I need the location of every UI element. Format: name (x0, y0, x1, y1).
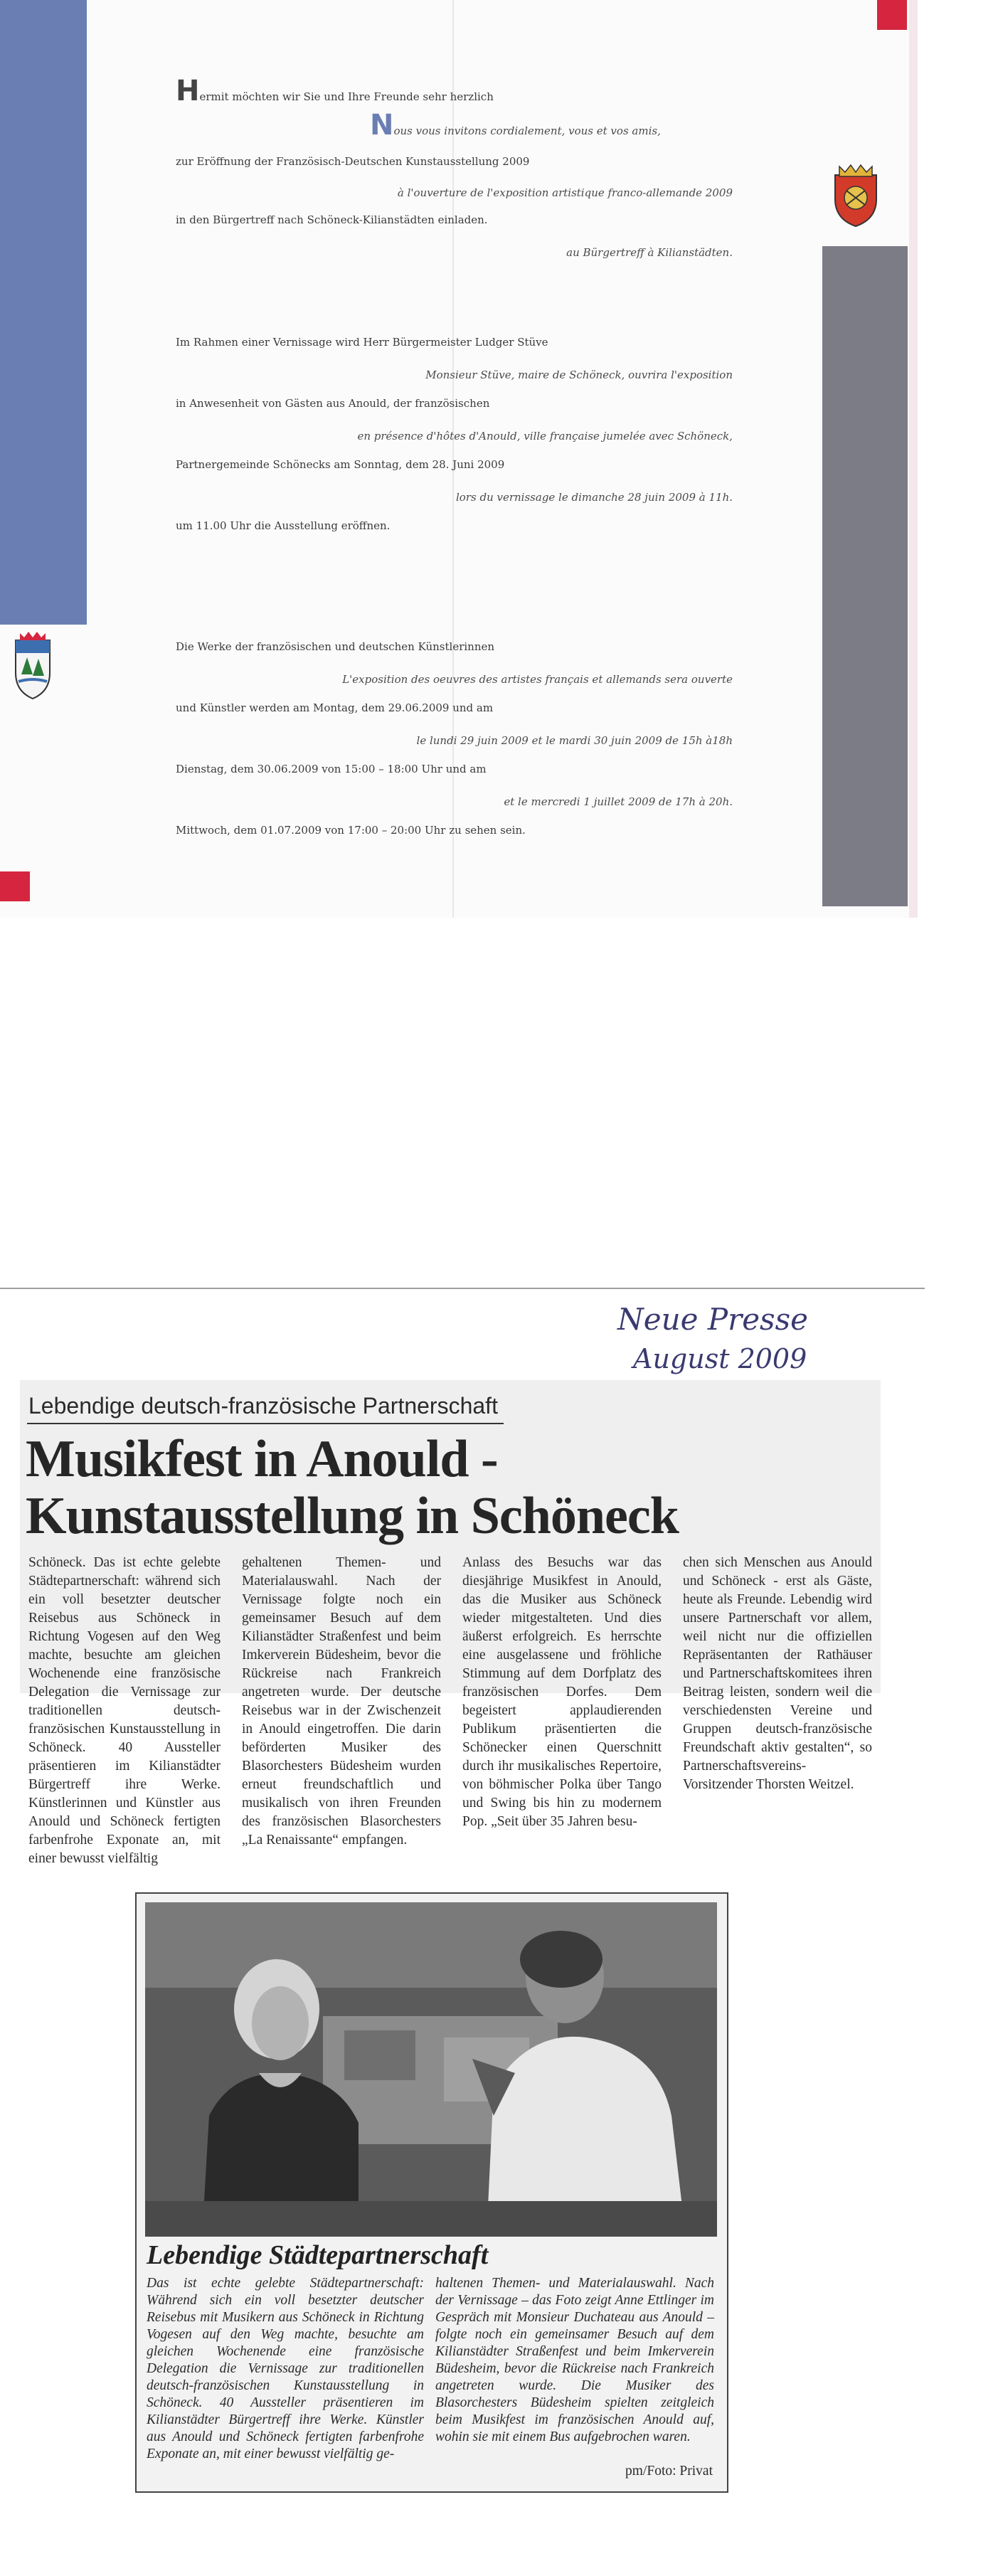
blue-band (0, 0, 87, 625)
text-de-2: zur Eröffnung der Französisch-Deutschen Kunstausstellung 2009 (176, 155, 530, 168)
photo-caption-title: Lebendige Städtepartnerschaft (147, 2240, 489, 2270)
text-de-4: Im Rahmen einer Vernissage wird Herr Bürgermeister Ludger Stüve (176, 336, 548, 349)
article-column-4: chen sich Menschen aus Anould und Schöneck - erst als Gäste, heute als Freunde. Lebendig wird unsere Partnerschaft vor allem, weil nicht nur die offiziellen Repräsentanten der Rathäuser und Partnerschaftskomitees ihren Beitrag leisten, sondern weil die verschiedensten Vereine und Gruppen deutsch-französische Freundschaft aktiv gestalten“, so Partnerschaftsvereins-Vorsitzender Thorsten Weitzel. (683, 1555, 872, 1792)
newspaper-clipping-page (0, 1288, 998, 2576)
invitation-card (0, 0, 918, 918)
text-de-6: Partnergemeinde Schönecks am Sonntag, dem 28. Juni 2009 (176, 458, 505, 471)
text-fr-5: en présence d'hôtes d'Anould, ville française jumelée avec Schöneck, (357, 430, 733, 442)
greeting-de (176, 77, 494, 105)
red-square-bottom (0, 871, 30, 901)
text-de-7: um 11.00 Uhr die Ausstellung eröffnen. (176, 519, 391, 532)
handwritten-source: Neue Presse (617, 1302, 809, 1337)
text-fr-9: le lundi 29 juin 2009 et le mardi 30 juin 2009 de 15h à18h (416, 734, 733, 747)
article-column-3: Anlass des Besuchs war das diesjährige Musikfest in Anould, das die Musiker aus Schöneck wieder mitgestalteten. Und dies äußerst erfolgreich. Es herrschte eine ausgelassene und fröhliche Stimmung auf dem Dorfplatz des französischen Dorfes. Dem begeistert applaudierenden Publikum präsentierten die Schönecker einen Querschnitt durch ihr musikalisches Repertoire, von böhmischer Polka über Tango und Swing bis hin zu modernem Pop. „Seit über 35 Jahren besu- (462, 1555, 662, 1829)
photo-box (135, 1892, 728, 2493)
photo-caption-column-1: Das ist echte gelebte Städtepartnerschaft: Während sich ein voll besetzter deutscher Reisebus mit Musikern aus Schöneck in Richtung Vogesen auf den Weg machte, besuchte am gleichen Wochenende eine französische Delegation die Vernissage zur traditionellen deutsch-französischen Kunstausstellung in Schöneck. 40 Aussteller präsentieren im Kilianstädter Bürgertreff ihre Werke. Künstler aus Anould und Schöneck fertigten farbenfrohe Exponate an, mit einer bewusst vielfältig ge- (147, 2276, 424, 2461)
photo-credit: pm/Foto: Privat (625, 2464, 713, 2479)
initial-fr: N (370, 109, 394, 142)
headline-line-2: Kunstausstellung in Schöneck (26, 1487, 679, 1545)
text-de-11: Mittwoch, dem 01.07.2009 von 17:00 – 20:00 Uhr zu sehen sein. (176, 824, 526, 837)
handwritten-date: August 2009 (633, 1343, 807, 1374)
headline-line-1: Musikfest in Anould - (26, 1430, 498, 1488)
kicker-rule (27, 1423, 504, 1424)
text-fr-1: ous vous invitons cordialement, vous et vos amis, (393, 124, 661, 137)
article-clipping (20, 1380, 881, 1866)
page-separator (0, 1288, 925, 1289)
text-fr-6: lors du vernissage le dimanche 28 juin 2009 à 11h. (456, 491, 733, 504)
article-column-2: gehaltenen Themen- und Materialauswahl. Nach der Vernissage folgte noch ein gemeinsamer Besuch auf dem Kilianstädter Straßenfest und beim Imkerverein Büdesheim, bevor die Rückreise nach Frankreich angetreten wurde. Der deutsche Reisebus war in der Zwischenzeit in Anould eingetroffen. Die darin beförderten Musiker des Blasorchesters Büdesheim wurden erneut freundschaftlich und musikalisch von ihren Freunden des französischen Blasorchesters „La Renaissante“ empfangen. (242, 1555, 441, 1848)
text-fr-4: Monsieur Stüve, maire de Schöneck, ouvrira l'exposition (425, 369, 733, 381)
photo-caption-column-2: haltenen Themen- und Materialauswahl. Nach der Vernissage – das Foto zeigt Anne Ettlinger im Gespräch mit Monsieur Duchateau aus Anould – folgte noch ein gemeinsamer Besuch auf dem Kilianstädter Straßenfest und beim Imkerverein Büdesheim, bevor die Rückreise nach Frankreich angetreten wurde. Die Musiker des Blasorchesters Büdesheim spielten zeitgleich beim Musikfest im französischen Anould auf, wohin sie mit einem Bus aufgebrochen waren. (435, 2276, 714, 2444)
text-fr-2: à l'ouverture de l'exposition artistique franco-allemande 2009 (397, 186, 733, 199)
text-fr-10: et le mercredi 1 juillet 2009 de 17h à 20h. (504, 795, 733, 808)
text-fr-3: au Bürgertreff à Kilianstädten. (566, 246, 733, 259)
text-de-8: Die Werke der französischen und deutschen Künstlerinnen (176, 640, 495, 653)
greeting-fr (370, 109, 661, 142)
red-square-top (877, 0, 907, 30)
paper-edge (909, 0, 918, 918)
initial-de: H (176, 75, 200, 107)
text-de-9: und Künstler werden am Montag, dem 29.06.2009 und am (176, 701, 494, 714)
text-de-1: ermit möchten wir Sie und Ihre Freunde sehr herzlich (199, 90, 494, 103)
text-de-3: in den Bürgertreff nach Schöneck-Kilianstädten einladen. (176, 213, 488, 226)
photo (145, 1902, 717, 2237)
schoeneck-crest-icon (829, 162, 882, 229)
article-kicker: Lebendige deutsch-französische Partnerschaft (28, 1393, 498, 1419)
text-de-5: in Anwesenheit von Gästen aus Anould, der französischen (176, 397, 490, 410)
article-column-1: Schöneck. Das ist echte gelebte Städtepartnerschaft: während sich ein voll besetzter deutscher Reisebus aus Schöneck in Richtung Vogesen auf den Weg machte, besuchte am gleichen Wochenende eine französische Delegation die Vernissage zur traditionellen deutsch-französischen Kunstausstellung in Schöneck. 40 Aussteller präsentieren im Kilianstädter Bürgertreff ihre Werke. Künstlerinnen und Künstler aus Anould und Schöneck fertigten farbenfrohe Exponate an, mit einer bewusst vielfältig (28, 1555, 221, 1866)
text-fr-8: L'exposition des oeuvres des artistes français et allemands sera ouverte (342, 673, 733, 686)
photo-image (145, 1902, 717, 2237)
grey-band (822, 246, 908, 906)
text-de-10: Dienstag, dem 30.06.2009 von 15:00 – 18:00 Uhr und am (176, 763, 487, 775)
anould-crest-icon (13, 630, 53, 701)
